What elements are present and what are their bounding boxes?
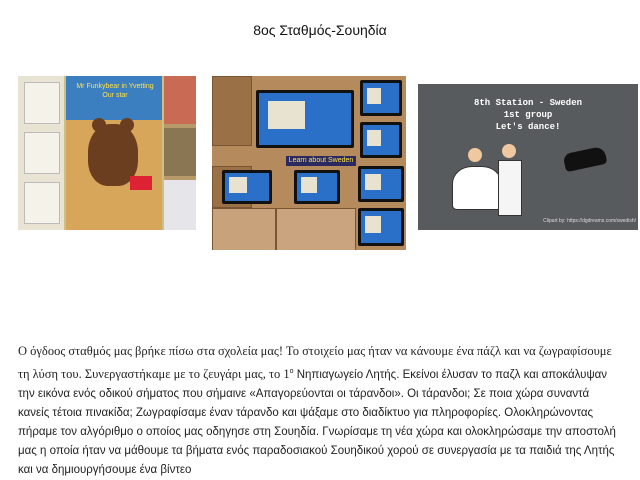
screen-window — [365, 174, 381, 191]
image-credit: Clipart by: https://dgdreams.com/swedish/ — [543, 218, 636, 224]
slide-title: 8ος Σταθμός-Σουηδία — [253, 22, 387, 38]
monitor-screen — [363, 83, 399, 113]
station-line-3: Let's dance! — [495, 122, 561, 132]
screen-window — [268, 101, 305, 130]
dancer-boy-head — [502, 144, 516, 158]
monitor — [360, 80, 402, 116]
drawing-tile — [24, 132, 60, 174]
dancer-girl-dress — [452, 166, 502, 210]
photo-tile — [212, 208, 276, 250]
drawing-tile — [24, 182, 60, 224]
station-line-1: 8th Station - Sweden — [473, 98, 583, 108]
computer-collage-image — [212, 76, 406, 250]
paragraph-sans-text: Νηπιαγωγείο Λητής. Εκείνοι έλυσαν το παζλ και αποκάλυψαν την εικόνα ενός οδικού σήματος που σήμαινε «Απαγορεύονται οι τάρανδοι». Οι τάρανδοι; Σε ποια χώρα συναντά κανείς τέτοια πινακίδα; Ζωγραφίσαμε έναν τάρανδο και ψάξαμε στο διαδίκτυο για πληροφορίες. Ολοκληρώνοντας πήραμε τον αλγόριθμο ο οποίος μας οδηγησε στη Σουηδία. Γνωρίσαμε τη νέα χώρα και ολοκληρώσαμε την αποστολή μας η οποία ήταν να μάθουμε τα βήματα ενός παραδοσιακού Σουηδικού χορού σε συνεργασία με τα παιδιά της Λητής και να δημιουργήσουμε ένα βίντεο — [18, 368, 616, 476]
drawing-tile — [24, 82, 60, 124]
monitor-screen — [363, 125, 399, 155]
screen-window — [365, 216, 381, 234]
poster-title: Mr Funkybear in Yvetting Our star — [76, 83, 154, 99]
monitor-screen — [361, 169, 401, 199]
monitor-screen — [361, 211, 401, 243]
monitor-screen — [259, 93, 351, 145]
photo-tile — [164, 76, 196, 124]
description-paragraph — [18, 342, 618, 480]
flag-drawing — [130, 176, 152, 190]
drawing-collage-image — [18, 76, 196, 230]
station-line-2: 1st group — [503, 110, 553, 120]
bear-ear — [120, 118, 134, 132]
dancer-girl-head — [468, 148, 482, 162]
photo-tile — [276, 208, 356, 250]
drawings-strip — [18, 76, 64, 230]
screen-window — [367, 88, 381, 105]
photo-tile — [212, 76, 252, 146]
monitor-screen — [225, 173, 269, 201]
ordinal-superscript: ο — [289, 368, 294, 375]
monitor — [294, 170, 340, 204]
dancer-boy-body — [498, 160, 522, 216]
screen-window — [367, 130, 381, 147]
monitor — [222, 170, 272, 204]
monitor — [256, 90, 354, 148]
screen-window — [229, 177, 247, 192]
screen-window — [301, 177, 317, 192]
bear-poster — [66, 76, 162, 230]
monitor-screen — [297, 173, 337, 201]
toy-car — [563, 146, 608, 172]
sweden-station-image — [418, 84, 638, 230]
monitor — [358, 166, 404, 202]
paragraph-serif-text: Ο όγδοος σταθμός μας βρήκε πίσω στα σχολεία μας! Το στοιχείο μας ήταν να κάνουμε ένα πάζλ και να ζωγραφίσουμε τη λύση του. Συνεργαστήκαμε με το ζευγάρι μας, το 1 — [18, 344, 612, 381]
monitor — [358, 208, 404, 246]
monitor — [360, 122, 402, 158]
photo-tile — [164, 180, 196, 230]
photo-column — [164, 76, 196, 230]
collage-caption: Learn about Sweden — [286, 156, 356, 166]
bear-ear — [92, 118, 106, 132]
photo-tile — [164, 128, 196, 176]
